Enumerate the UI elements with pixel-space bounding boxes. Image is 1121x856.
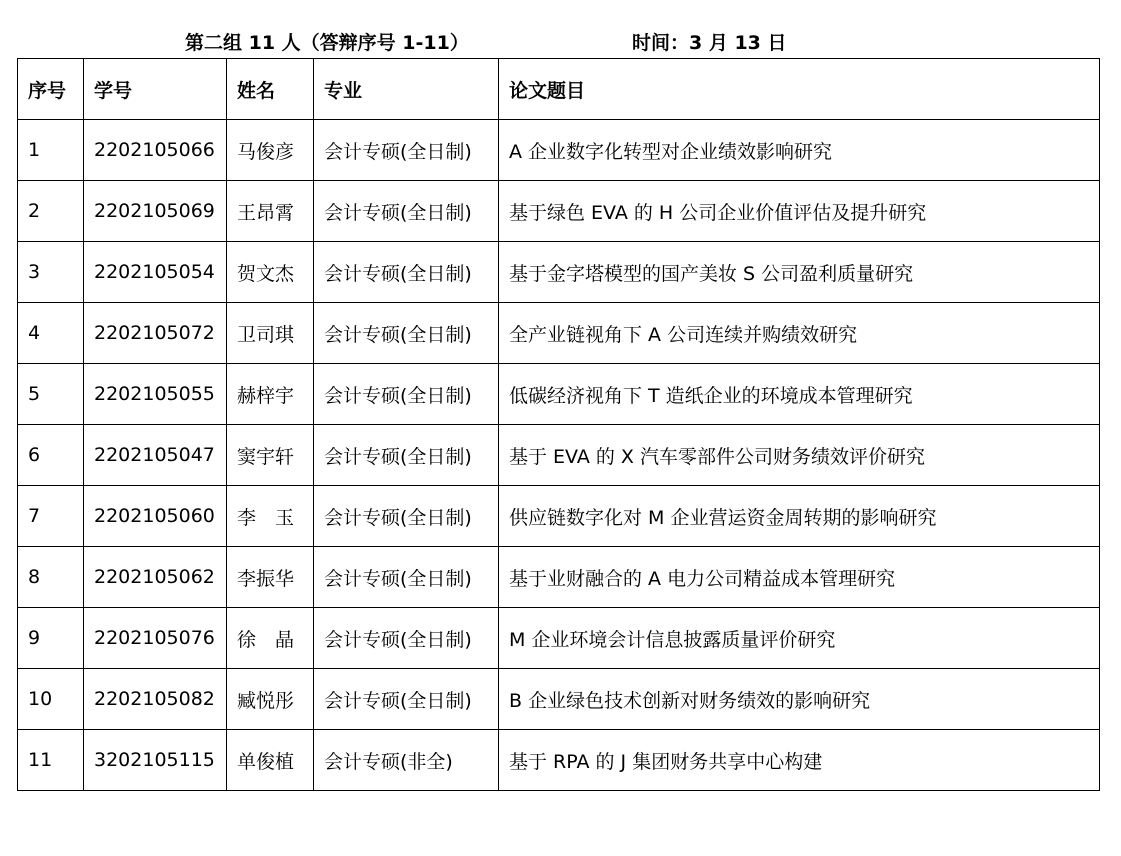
cell-seq: 11 — [18, 730, 84, 791]
cell-major: 会计专硕(全日制) — [314, 669, 499, 730]
cell-major: 会计专硕(全日制) — [314, 364, 499, 425]
cell-major: 会计专硕(非全) — [314, 730, 499, 791]
cell-major: 会计专硕(全日制) — [314, 242, 499, 303]
table-row — [18, 547, 1100, 608]
cell-student-id: 2202105047 — [84, 425, 227, 486]
cell-seq: 2 — [18, 181, 84, 242]
cell-seq: 4 — [18, 303, 84, 364]
cell-thesis: 基于 RPA 的 J 集团财务共享中心构建 — [499, 730, 1100, 791]
table-row — [18, 608, 1100, 669]
cell-major: 会计专硕(全日制) — [314, 547, 499, 608]
cell-thesis: M 企业环境会计信息披露质量评价研究 — [499, 608, 1100, 669]
column-header-major: 专业 — [314, 59, 499, 120]
cell-thesis: 低碳经济视角下 T 造纸企业的环境成本管理研究 — [499, 364, 1100, 425]
cell-student-id: 2202105082 — [84, 669, 227, 730]
cell-student-id: 2202105069 — [84, 181, 227, 242]
column-header-seq: 序号 — [18, 59, 84, 120]
cell-name: 李振华 — [227, 547, 314, 608]
cell-student-id: 3202105115 — [84, 730, 227, 791]
cell-student-id: 2202105072 — [84, 303, 227, 364]
cell-seq: 3 — [18, 242, 84, 303]
document-header — [0, 29, 1121, 57]
table-row — [18, 181, 1100, 242]
cell-name: 臧悦彤 — [227, 669, 314, 730]
cell-seq: 6 — [18, 425, 84, 486]
cell-student-id: 2202105060 — [84, 486, 227, 547]
cell-seq: 10 — [18, 669, 84, 730]
cell-name: 赫梓宇 — [227, 364, 314, 425]
cell-thesis: 基于绿色 EVA 的 H 公司企业价值评估及提升研究 — [499, 181, 1100, 242]
cell-thesis: 基于金字塔模型的国产美妆 S 公司盈利质量研究 — [499, 242, 1100, 303]
cell-student-id: 2202105055 — [84, 364, 227, 425]
table-header-row — [18, 59, 1100, 120]
cell-name: 马俊彦 — [227, 120, 314, 181]
cell-seq: 7 — [18, 486, 84, 547]
cell-student-id: 2202105062 — [84, 547, 227, 608]
cell-thesis: 基于 EVA 的 X 汽车零部件公司财务绩效评价研究 — [499, 425, 1100, 486]
column-header-name: 姓名 — [227, 59, 314, 120]
table-row — [18, 364, 1100, 425]
cell-seq: 8 — [18, 547, 84, 608]
cell-thesis: 全产业链视角下 A 公司连续并购绩效研究 — [499, 303, 1100, 364]
cell-seq: 1 — [18, 120, 84, 181]
cell-thesis: B 企业绿色技术创新对财务绩效的影响研究 — [499, 669, 1100, 730]
cell-thesis: 供应链数字化对 M 企业营运资金周转期的影响研究 — [499, 486, 1100, 547]
cell-major: 会计专硕(全日制) — [314, 425, 499, 486]
cell-seq: 9 — [18, 608, 84, 669]
table-row — [18, 425, 1100, 486]
cell-seq: 5 — [18, 364, 84, 425]
cell-thesis: A 企业数字化转型对企业绩效影响研究 — [499, 120, 1100, 181]
table-row — [18, 120, 1100, 181]
cell-thesis: 基于业财融合的 A 电力公司精益成本管理研究 — [499, 547, 1100, 608]
table-row — [18, 303, 1100, 364]
table-row — [18, 486, 1100, 547]
cell-name: 李 玉 — [227, 486, 314, 547]
column-header-thesis: 论文题目 — [499, 59, 1100, 120]
table-row — [18, 669, 1100, 730]
cell-name: 窦宇轩 — [227, 425, 314, 486]
table-row — [18, 242, 1100, 303]
cell-name: 王昂霄 — [227, 181, 314, 242]
cell-name: 卫司琪 — [227, 303, 314, 364]
defense-date: 时间：3 月 13 日 — [632, 32, 787, 54]
cell-major: 会计专硕(全日制) — [314, 486, 499, 547]
column-header-student-id: 学号 — [84, 59, 227, 120]
cell-name: 贺文杰 — [227, 242, 314, 303]
cell-name: 徐 晶 — [227, 608, 314, 669]
cell-major: 会计专硕(全日制) — [314, 120, 499, 181]
cell-student-id: 2202105076 — [84, 608, 227, 669]
table-row — [18, 730, 1100, 791]
student-roster-table — [17, 58, 1100, 791]
cell-student-id: 2202105066 — [84, 120, 227, 181]
cell-student-id: 2202105054 — [84, 242, 227, 303]
cell-major: 会计专硕(全日制) — [314, 181, 499, 242]
cell-major: 会计专硕(全日制) — [314, 303, 499, 364]
group-title: 第二组 11 人（答辩序号 1-11） — [185, 32, 469, 54]
cell-name: 单俊植 — [227, 730, 314, 791]
cell-major: 会计专硕(全日制) — [314, 608, 499, 669]
